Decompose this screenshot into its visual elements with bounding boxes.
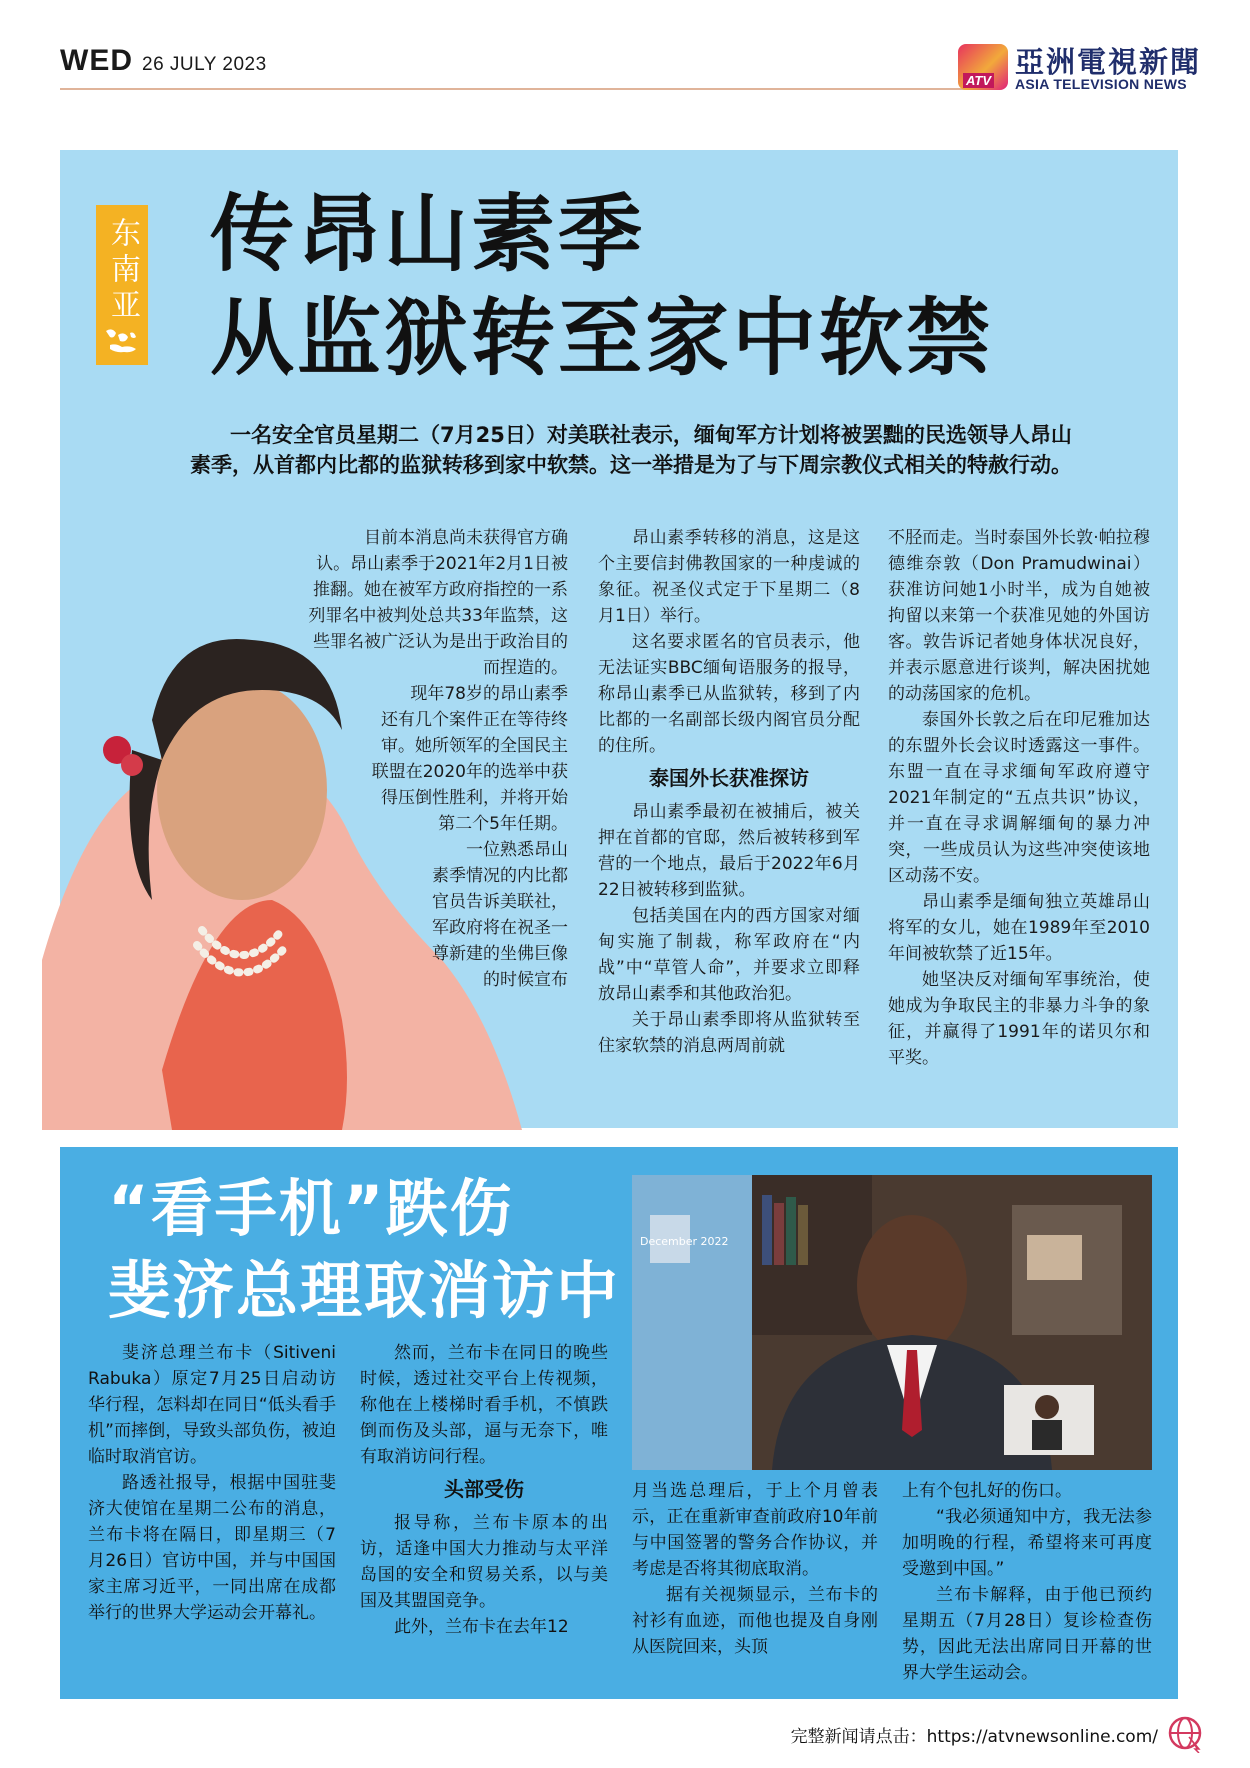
headline-line-2: 从监狱转至家中软禁 [210, 289, 994, 387]
logo-badge: ATV [963, 73, 994, 88]
paragraph: 这名要求匿名的官员表示，他无法证实BBC缅甸语服务的报导，称昂山素季已从监狱转，移到了内比都的一名副部长级内阁官员分配的住所。 [598, 632, 860, 756]
region-tag-label: 东南亚 [105, 217, 140, 325]
logo-chinese-name: 亞洲電視新聞 [1015, 45, 1202, 79]
story-1-subhead: 泰国外长获准探访 [649, 766, 809, 790]
headline-line-1: 传昂山素季 [210, 185, 646, 283]
story-1-headline [210, 182, 993, 390]
story-1-lead: 一名安全官员星期二（7月25日）对美联社表示，缅甸军方计划将被罢黜的民选领导人昂山素季，从首都内比都的监狱转移到家中软禁。这一举措是为了与下周宗教仪式相关的特赦行动。 [190, 423, 1072, 477]
paragraph: 她坚决反对缅甸军事统治，使她成为争取民主的非暴力斗争的象征，并赢得了1991年的诺贝尔和平奖。 [888, 970, 1150, 1068]
paragraph: 此外，兰布卡在去年12 [394, 1617, 569, 1637]
paragraph: 月当选总理后，于上个月曾表示，正在重新审查前政府10年前与中国签署的警务合作协议，并考虑是否将其彻底取消。 [632, 1481, 878, 1579]
paragraph: 然而，兰布卡在同日的晚些时候，透过社交平台上传视频，称他在上楼梯时看手机，不慎跌倒而伤及头部，逼与无奈下，唯有取消访问行程。 [360, 1343, 608, 1467]
story-2-column-3 [632, 1478, 878, 1660]
paragraph: 上有个包扎好的伤口。 [902, 1481, 1072, 1501]
issue-date: 26 JULY 2023 [142, 54, 267, 75]
paragraph: 路透社报导，根据中国驻斐济大使馆在星期二公布的消息，兰布卡将在隔日，即星期三（7月26日）官访中国，并与中国国家主席习近平，一同出席在成都举行的世界大学运动会开幕礼。 [88, 1473, 336, 1623]
story-1-column-3 [888, 525, 1150, 1071]
headline-line-1: “看手机”跌伤 [108, 1172, 514, 1245]
story-2-headline [108, 1168, 620, 1332]
fiji-prime-minister-photo [632, 1175, 1152, 1470]
paragraph: 昂山素季最初在被捕后，被关押在首都的官邸，然后被转移到军营的一个地点，最后于2022年6月22日被转移到监狱。 [598, 802, 860, 900]
paragraph: 不胫而走。当时泰国外长敦·帕拉穆德维奈敦（Don Pramudwinai）获准访问她1小时半，成为自她被拘留以来第一个获准见她的外国访客。敦告诉记者她身体状况良好，并表示愿意进行谈判，解决困扰她的动荡国家的危机。 [888, 528, 1150, 704]
footer-link[interactable]: 完整新闻请点击：https://atvnewsonline.com/ [790, 1727, 1158, 1747]
story-2-column-1 [88, 1340, 336, 1626]
globe-click-icon [1165, 1713, 1205, 1753]
story-1-column-2 [598, 525, 860, 1059]
paragraph: “我必须通知中方，我无法参加明晚的行程，希望将来可再度受邀到中国。” [902, 1507, 1152, 1579]
paragraph: 据有关视频显示，兰布卡的衬衫有血迹，而他也提及自身刚从医院回来，头顶 [632, 1585, 878, 1657]
paragraph: 一位熟悉昂山素季情况的内比都官员告诉美联社，军政府将在祝圣一尊新建的坐佛巨像的时候宣布 [432, 840, 568, 990]
logo-english-name: ASIA TELEVISION NEWS [1015, 76, 1187, 92]
weekday: WED [60, 44, 133, 77]
video-still [632, 1175, 1152, 1470]
paragraph: 兰布卡解释，由于他已预约星期五（7月28日）复诊检查伤势，因此无法出席同日开幕的世界大学生运动会。 [902, 1585, 1152, 1683]
paragraph: 关于昂山素季即将从监狱转至住家软禁的消息两周前就 [598, 1010, 860, 1056]
photo-caption: December 2022 [640, 1235, 729, 1248]
southeast-asia-map-icon [102, 325, 142, 357]
paragraph: 斐济总理兰布卡（Sitiveni Rabuka）原定7月25日启动访华行程，怎料却在同日“低头看手机”而摔倒，导致头部负伤，被迫临时取消官访。 [88, 1343, 336, 1467]
region-tag [96, 205, 148, 365]
header-rule [60, 88, 985, 90]
atv-logo-icon [958, 44, 1008, 90]
story-2-subhead: 头部受伤 [444, 1477, 524, 1501]
paragraph: 昂山素季转移的消息，这是这个主要信封佛教国家的一种虔诚的象征。祝圣仪式定于下星期二（8月1日）举行。 [598, 528, 860, 626]
paragraph: 泰国外长敦之后在印尼雅加达的东盟外长会议时透露这一事件。东盟一直在寻求缅甸军政府遵守2021年制定的“五点共识”协议，并一直在寻求调解缅甸的暴力冲突，一些成员认为这些冲突使该地区动荡不安。 [888, 710, 1150, 886]
paragraph: 包括美国在内的西方国家对缅甸实施了制裁，称军政府在“内战”中“草管人命”，并要求立即释放昂山素季和其他政治犯。 [598, 906, 860, 1004]
story-2-column-2 [360, 1340, 608, 1640]
paragraph: 报导称，兰布卡原本的出访，适逢中国大力推动与太平洋岛国的安全和贸易关系，以与美国及其盟国竞争。 [360, 1513, 608, 1611]
story-2-column-4 [902, 1478, 1152, 1686]
paragraph: 昂山素季是缅甸独立英雄昂山将军的女儿，她在1989年至2010年间被软禁了近15年。 [888, 892, 1150, 964]
headline-line-2: 斐济总理取消访中 [108, 1254, 621, 1327]
paragraph: 现年78岁的昂山素季还有几个案件正在等待终审。她所领军的全国民主联盟在2020年的选举中获得压倒性胜利，并将开始第二个5年任期。 [371, 684, 568, 834]
paragraph: 目前本消息尚未获得官方确认。昂山素季于2021年2月1日被推翻。她在被军方政府指控的一系列罪名中被判处总共33年监禁，这些罪名被广泛认为是出于政治目的而捏造的。 [308, 528, 568, 678]
story-1-column-1 [300, 525, 568, 993]
